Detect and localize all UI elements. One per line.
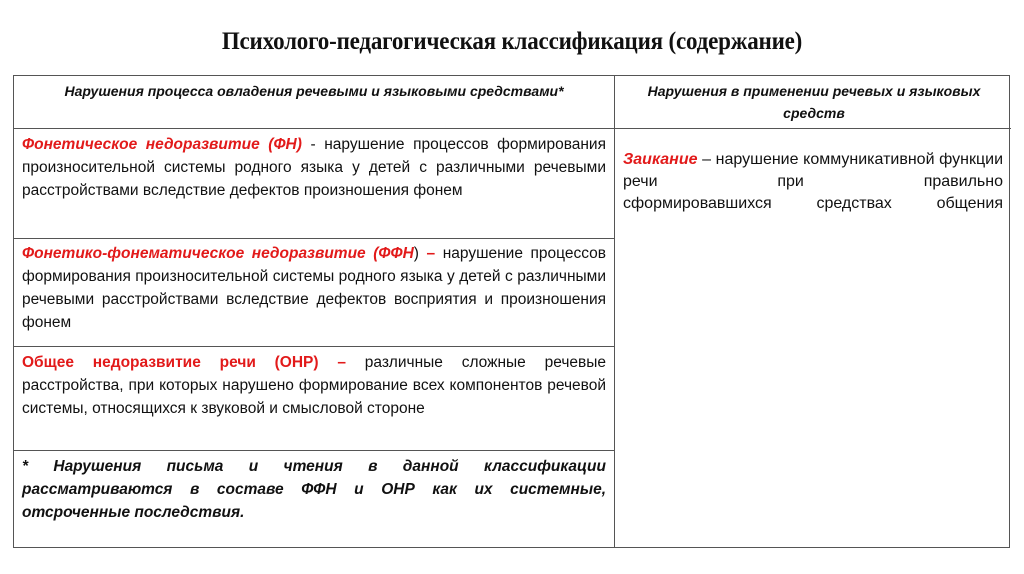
description-stuttering-end: сформировавшихся средствах общения: [623, 195, 1003, 212]
description-ffn: нарушение процессов формирования произносительной системы родного языка у детей с различными речевыми расстройствами вследствие дефектов восприятия и произношения фонем: [22, 245, 606, 331]
term-stuttering: Заикание: [623, 151, 698, 168]
header-acquisition-disorders: Нарушения процесса овладения речевыми и языковыми средствами*: [64, 83, 564, 99]
term-close: ): [413, 245, 419, 262]
column-divider: [614, 76, 615, 547]
term-fn: Фонетическое недоразвитие (ФН): [22, 136, 302, 153]
header-application-disorders: Нарушения в применении речевых и языковых средств: [647, 83, 981, 121]
row-stuttering: [623, 149, 1003, 215]
footnote: * Нарушения письма и чтения в данной классификации рассматриваются в составе ФФН и ОНР как их системные, отсроченные последствия.: [22, 458, 606, 521]
row-onr: [22, 351, 606, 420]
row-ffn: [22, 242, 606, 334]
row-divider-3: [14, 450, 614, 451]
term-onr: Общее недоразвитие речи (ОНР) –: [22, 354, 346, 371]
classification-table: [13, 75, 1010, 548]
description-fn: нарушение процессов формирования произносительной системы родного языка у детей с различными речевыми расстройствами вследствие дефектов произношения фонем: [22, 136, 606, 199]
term-ffn: Фонетико-фонематическое недоразвитие (ФФН: [22, 245, 414, 262]
separator: -: [301, 136, 325, 153]
row-divider-2: [14, 346, 614, 347]
header-divider: [14, 128, 1011, 129]
row-fn: [22, 133, 606, 202]
row-divider-1: [14, 238, 614, 239]
slide-title: Психолого-педагогическая классификация (содержание): [221, 28, 803, 55]
separator: [346, 354, 365, 371]
description-onr: различные сложные речевые расстройства, при которых нарушено формирование всех компонентов речевой системы, относящихся к звуковой и смысловой стороне: [22, 354, 607, 417]
separator: –: [418, 245, 443, 262]
description-stuttering: – нарушение коммуникативной функции речи при правильно: [623, 151, 1003, 190]
